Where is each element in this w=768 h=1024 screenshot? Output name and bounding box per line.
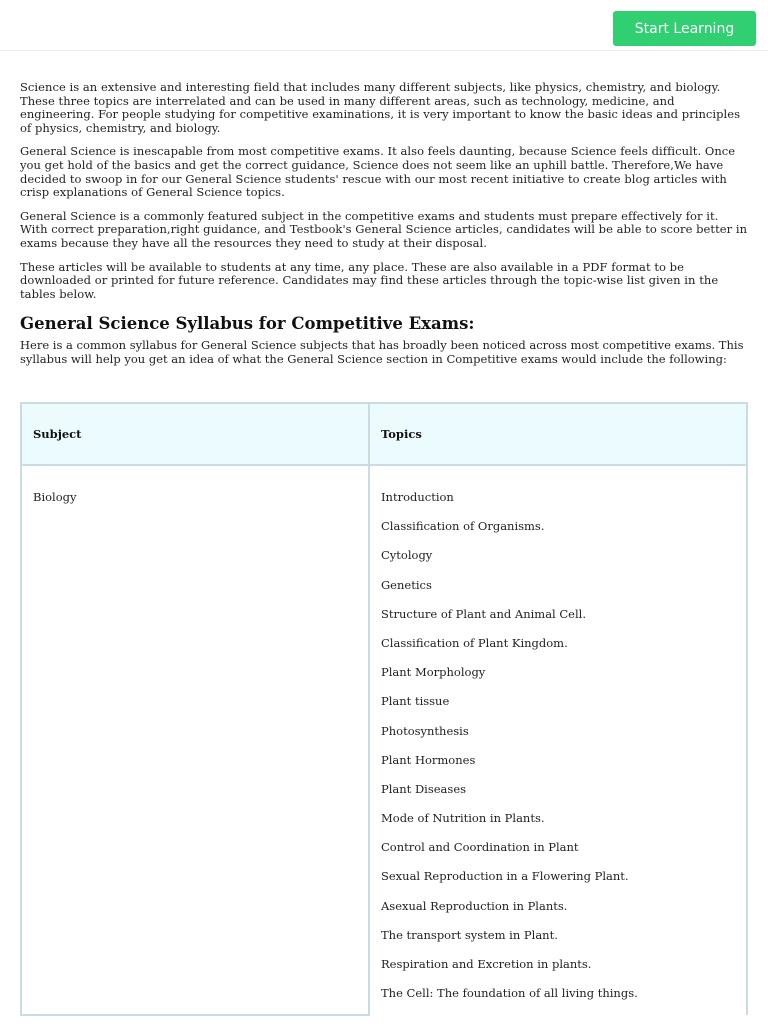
topic-item: Classification of Organisms. <box>381 519 545 534</box>
topic-item: Asexual Reproduction in Plants. <box>381 898 568 913</box>
topic-item: Structure of Plant and Animal Cell. <box>381 606 587 621</box>
table-row <box>21 465 747 1015</box>
topic-item: Sexual Reproduction in a Flowering Plant. <box>381 869 629 884</box>
topic-item: Genetics <box>381 577 432 592</box>
paragraph: General Science is a commonly featured subject in the competitive exams and students must prepare effectively for it. With correct preparation,right guidance, and Testbook's General Science articles, candidates will be able to score better in exams because they have all the resources they need to study at their disposal. <box>20 208 748 250</box>
topic-item: Plant tissue <box>381 694 450 709</box>
paragraph: Science is an extensive and interesting field that includes many different subjects, like physics, chemistry, and biology. These three topics are interrelated and can be used in many different areas, such as technology, medicine, and engineering. For people studying for competitive examinations, it is very important to know the basic ideas and principles of physics, chemistry, and biology. <box>20 80 741 135</box>
topic-item: Plant Morphology <box>381 665 486 680</box>
topic-item: Cytology <box>381 548 433 563</box>
topic-item: Classification of Plant Kingdom. <box>381 635 568 650</box>
article-content <box>20 81 748 367</box>
topic-item: The transport system in Plant. <box>381 927 558 942</box>
section-intro: Here is a common syllabus for General Science subjects that has broadly been noticed across most competitive exams. This syllabus will help you get an idea of what the General Science section in Competitive exams would include the following: <box>20 338 744 366</box>
topic-item: Plant Diseases <box>381 781 467 796</box>
topic-item: The Cell: The foundation of all living things. <box>381 986 638 1001</box>
top-bar <box>0 0 768 51</box>
table-header-row <box>21 403 747 465</box>
topics-cell <box>369 465 747 1015</box>
column-header-topics: Topics <box>369 403 747 465</box>
topic-item: Control and Coordination in Plant <box>381 840 579 855</box>
paragraph: General Science is inescapable from most competitive exams. It also feels daunting, because Science feels difficult. Once you get hold of the basics and get the correct guidance, Science does not seem like an uphill battle. Therefore,We have decided to swoop in for our General Science students' rescue with our most recent initiative to create blog articles with crisp explanations of General Science topics. <box>20 144 736 200</box>
topic-item: Plant Hormones <box>381 752 476 767</box>
section-heading: General Science Syllabus for Competitive Exams: <box>20 314 475 334</box>
subject-cell: Biology <box>21 465 369 1015</box>
syllabus-table <box>20 402 748 1016</box>
topic-item: Respiration and Excretion in plants. <box>381 957 592 971</box>
topic-item: Mode of Nutrition in Plants. <box>381 811 545 826</box>
topic-item: Introduction <box>381 490 454 504</box>
paragraph: These articles will be available to students at any time, any place. These are also available in a PDF format to be downloaded or printed for future reference. Candidates may find these articles through the topic-wise list given in the tables below. <box>20 259 719 301</box>
column-header-subject: Subject <box>21 403 369 465</box>
topic-item: Photosynthesis <box>381 723 469 738</box>
start-learning-button[interactable]: Start Learning <box>613 11 756 46</box>
topics-list <box>381 490 735 1015</box>
